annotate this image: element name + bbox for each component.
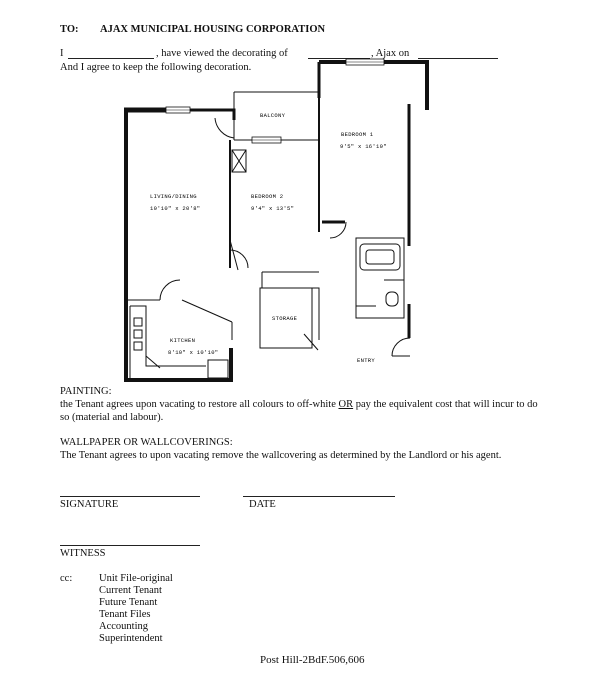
footer-reference: Post Hill-2BdF.506,606 (260, 654, 365, 666)
entry-label: ENTRY (357, 357, 376, 364)
date-line[interactable] (243, 496, 395, 497)
balcony-label: BALCONY (260, 112, 286, 119)
bedroom1-dimensions: 9'5" x 16'10" (340, 143, 387, 150)
declaration-ajax-on: , Ajax on (371, 48, 410, 59)
bedroom2-dimensions: 9'4" x 13'5" (251, 205, 295, 212)
painting-text-a: the Tenant agrees upon vacating to restore all colours to off-white (60, 399, 336, 410)
signature-line[interactable] (60, 496, 200, 497)
living-dining-dimensions: 10'10" x 20'8" (150, 205, 201, 212)
bedroom2-label: BEDROOM 2 (251, 193, 284, 200)
bedroom1-label: BEDROOM 1 (341, 131, 374, 138)
kitchen-dimensions: 8'10" x 10'10" (168, 349, 219, 356)
painting-text-line2: so (material and labour). (60, 412, 164, 423)
cc-label: cc: (60, 573, 73, 584)
cc-item: Current Tenant (99, 585, 162, 596)
kitchen-label: KITCHEN (170, 337, 196, 344)
painting-text-line1 (60, 399, 538, 411)
witness-line[interactable] (60, 545, 200, 546)
painting-text-b: pay the equivalent cost that will incur to do (355, 399, 538, 410)
painting-heading: PAINTING: (60, 386, 112, 397)
signature-label: SIGNATURE (60, 499, 119, 510)
declaration-viewed: , have viewed the decorating of (156, 48, 288, 59)
declaration-agree: And I agree to keep the following decoration. (60, 62, 252, 73)
cc-item: Unit File-original (99, 573, 173, 584)
painting-text-or: OR (338, 399, 354, 410)
cc-item: Accounting (99, 621, 148, 632)
declaration-i: I (60, 48, 64, 59)
to-label: TO: (60, 24, 79, 35)
recipient-name: AJAX MUNICIPAL HOUSING CORPORATION (100, 24, 326, 35)
cc-item: Future Tenant (99, 597, 158, 608)
wallpaper-text: The Tenant agrees to upon vacating remove the wallcovering as determined by the Landlord or his agent. (60, 450, 502, 461)
cc-item: Superintendent (99, 633, 163, 644)
witness-label: WITNESS (60, 548, 106, 559)
cc-list (99, 573, 173, 645)
storage-label: STORAGE (272, 315, 298, 322)
cc-item: Tenant Files (99, 609, 151, 620)
wallpaper-heading: WALLPAPER OR WALLCOVERINGS: (60, 437, 233, 448)
date-label: DATE (249, 499, 276, 510)
living-dining-label: LIVING/DINING (150, 193, 197, 200)
